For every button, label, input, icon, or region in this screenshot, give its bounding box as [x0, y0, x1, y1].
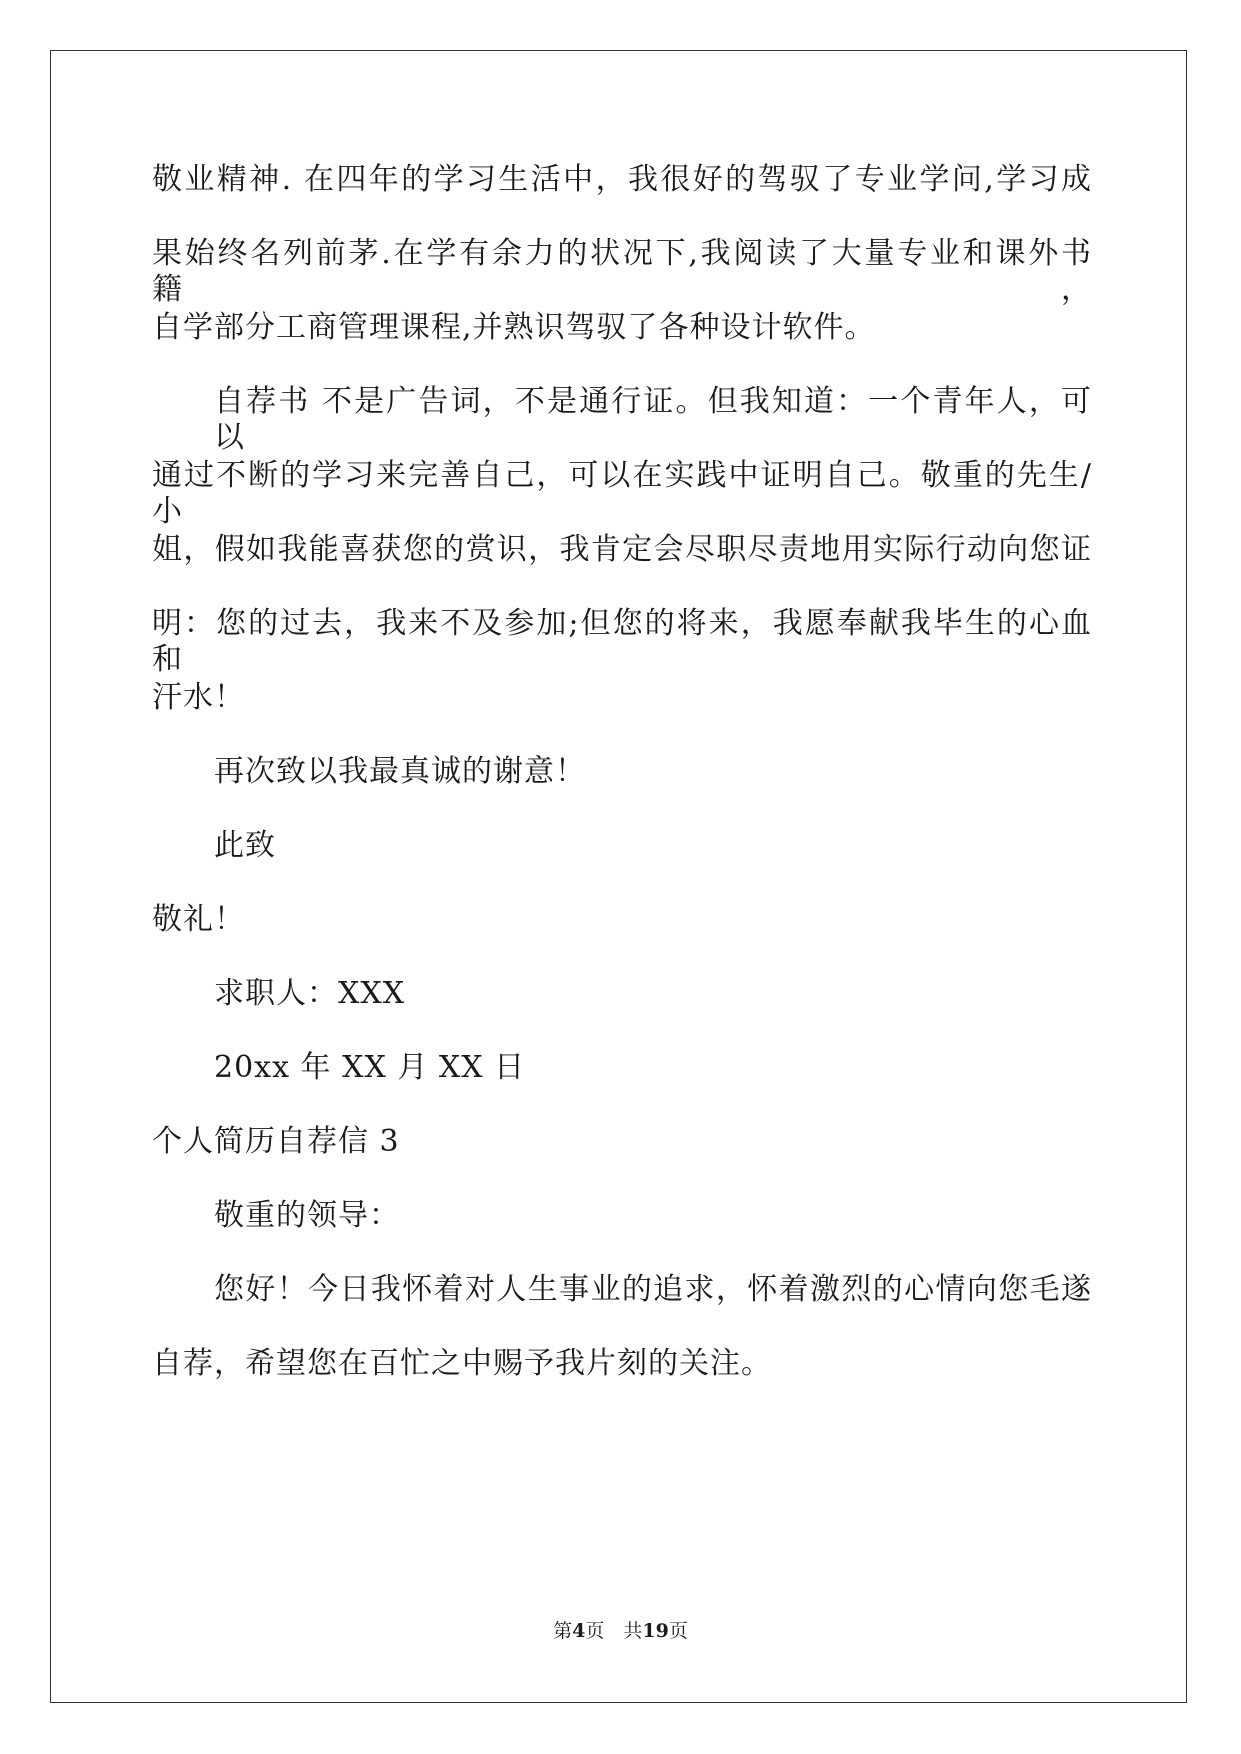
footer-prefix: 第	[553, 1620, 573, 1642]
text-line: 敬业精神. 在四年的学习生活中，我很好的驾驭了专业学问,学习成	[152, 162, 1092, 197]
text-line: 敬礼！	[152, 902, 245, 937]
text-line: 此致	[214, 828, 276, 863]
text-line: 自荐，希望您在百忙之中赐予我片刻的关注。	[152, 1346, 772, 1381]
text-line: 敬重的领导：	[214, 1198, 400, 1233]
footer-suffix: 页	[668, 1620, 688, 1642]
text-line: 姐，假如我能喜获您的赏识，我肯定会尽职尽责地用实际行动向您证	[152, 532, 1092, 567]
text-line: 自荐书 不是广告词，不是通行证。但我知道：一个青年人，可以	[214, 384, 1092, 455]
text-line: 通过不断的学习来完善自己，可以在实践中证明自己。敬重的先生/小	[152, 458, 1092, 529]
text-line: 自学部分工商管理课程,并熟识驾驭了各种设计软件。	[152, 310, 876, 345]
page-number-footer	[0, 1616, 1241, 1643]
section-heading: 个人简历自荐信 3	[152, 1124, 400, 1159]
text-line: 求职人：XXX	[214, 976, 406, 1011]
text-line: 再次致以我最真诚的谢意！	[214, 754, 586, 789]
text-line: 您好！今日我怀着对人生事业的追求，怀着激烈的心情向您毛遂	[214, 1272, 1092, 1307]
text-line: 明：您的过去，我来不及参加;但您的将来，我愿奉献我毕生的心血和	[152, 606, 1092, 677]
total-page-number: 19	[642, 1620, 669, 1642]
current-page-number: 4	[572, 1620, 586, 1642]
text-line: 汗水！	[152, 680, 245, 715]
text-line: 20xx 年 XX 月 XX 日	[214, 1050, 526, 1085]
text-line: 果始终名列前茅.在学有余力的状况下,我阅读了大量专业和课外书籍，	[152, 236, 1092, 307]
footer-mid: 页 共	[585, 1620, 643, 1642]
